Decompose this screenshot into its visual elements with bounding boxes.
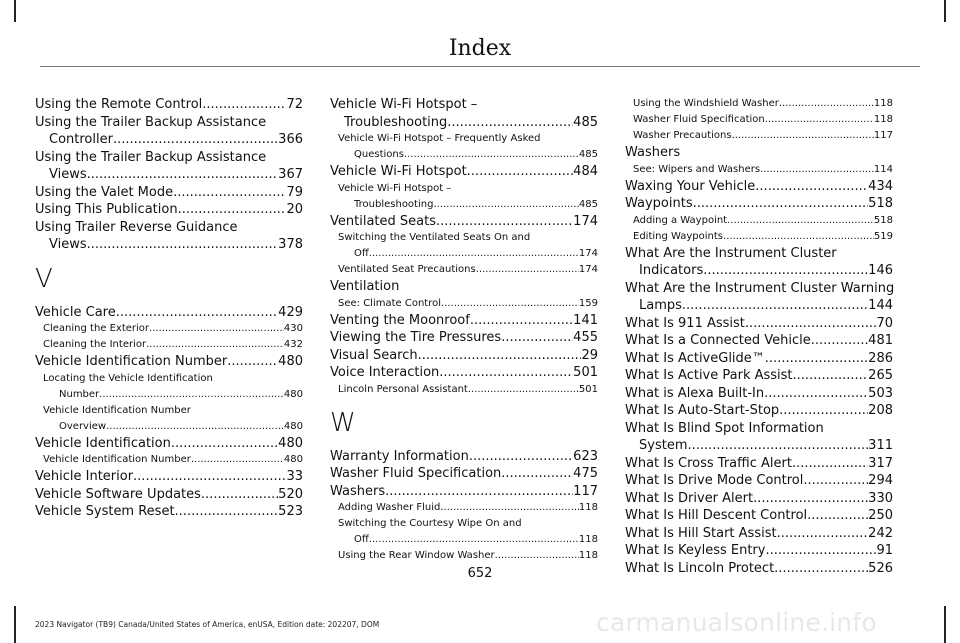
leader-dots [106,419,284,435]
leader-dots [369,532,579,548]
index-subentry[interactable] [330,382,598,398]
index-subentry[interactable] [625,162,893,178]
leader-dots [149,321,284,337]
crop-mark-top-right-v [944,0,946,22]
index-entry[interactable] [35,468,303,486]
entry-page-number: 265 [868,368,893,383]
entry-page-number: 367 [278,167,303,182]
entry-label: Adding a Waypoint [633,214,728,226]
index-entry[interactable] [330,312,598,330]
leader-dots [87,166,279,184]
entry-label: Vehicle Software Updates [35,486,201,502]
leader-dots [171,435,278,453]
index-subentry[interactable] [35,337,303,353]
entry-label: Off [354,534,369,545]
entry-label: Ventilated Seat Precautions [338,264,476,275]
index-entry[interactable] [330,347,598,365]
entry-page-number: 174 [578,248,598,259]
entry-page-number: 501 [573,365,598,380]
header-divider [40,66,920,67]
leader-dots [807,507,868,525]
index-subentry[interactable] [330,296,598,312]
index-subheading: Vehicle Identification Number [43,404,191,416]
entry-label: Using the Remote Control [35,97,203,112]
index-entry[interactable] [625,385,893,403]
entry-label: What Is Driver Alert [625,490,754,506]
entry-label: Troubleshooting [344,114,448,130]
leader-dots [765,350,868,368]
entry-page-number: 294 [868,473,893,488]
entry-label: What Is Cross Traffic Alert [625,455,792,471]
entry-page-number: 480 [278,354,303,369]
index-subentry[interactable] [330,246,598,262]
entry-page-number: 114 [873,163,893,175]
index-entry[interactable] [330,483,598,501]
index-entry[interactable] [35,96,303,114]
entry-label: Vehicle Interior [35,469,134,484]
index-subheading: Vehicle Wi-Fi Hotspot – [338,182,452,194]
leader-dots [777,525,869,543]
leader-dots [116,304,278,322]
entry-page-number: 174 [573,213,598,229]
entry-label: Cleaning the Exterior [43,323,150,334]
entry-page-number: 208 [868,403,893,418]
leader-dots [146,337,284,353]
index-entry[interactable] [330,465,598,483]
leader-dots [693,195,869,213]
crop-mark-bottom-right-v [944,606,946,643]
entry-label: Lincoln Personal Assistant [338,383,468,395]
entry-label: Voice Interaction [330,365,440,380]
leader-dots [753,490,868,508]
entry-page-number: 518 [873,214,893,226]
entry-label: What Is Auto-Start-Stop [625,403,780,418]
entry-label: What Is Drive Mode Control [625,473,804,488]
index-entry[interactable] [625,455,893,473]
index-heading: Vehicle Wi-Fi Hotspot – [330,97,478,112]
leader-dots [440,500,579,516]
entry-page-number: 118 [873,98,893,109]
entry-page-number: 146 [868,263,893,278]
index-entry[interactable] [625,437,893,455]
index-subentry[interactable] [35,321,303,337]
leader-dots [501,465,573,483]
entry-page-number: 29 [581,347,598,363]
entry-page-number: 485 [578,198,598,210]
index-entry[interactable] [330,163,598,181]
entry-label: Venting the Moonroof [330,312,470,328]
index-subentry[interactable] [625,213,893,229]
entry-page-number: 432 [283,339,303,350]
leader-dots [470,312,573,330]
index-entry[interactable] [35,166,303,184]
leader-dots [99,387,284,403]
index-subheading: Switching the Ventilated Seats On and [338,232,531,243]
leader-dots [779,402,868,420]
leader-dots [727,213,874,229]
leader-dots [113,131,278,149]
entry-label: Vehicle System Reset [35,504,175,519]
index-entry[interactable] [625,472,893,490]
entry-page-number: 475 [573,466,598,481]
index-heading: Washers [625,145,681,160]
entry-label: Editing Waypoints [633,230,724,242]
index-entry[interactable] [625,402,893,420]
index-column-2 [330,96,598,564]
leader-dots [178,201,287,219]
entry-page-number: 518 [868,196,893,211]
leader-dots [745,315,877,333]
entry-page-number: 79 [286,184,303,200]
leader-dots [765,112,874,128]
entry-label: Visual Search [330,347,418,363]
entry-label: Off [354,248,369,259]
index-heading: Ventilation [330,279,400,294]
entry-label: Using the Windshield Washer [633,98,779,109]
entry-label: What Is Lincoln Protect [625,560,775,576]
entry-label: Overview [59,420,107,432]
entry-page-number: 480 [283,454,303,465]
entry-label: Warranty Information [330,448,469,464]
index-entry[interactable] [35,503,303,521]
index-entry[interactable] [625,315,893,333]
entry-page-number: 501 [578,383,598,395]
page-title: Index [448,36,512,61]
leader-dots [175,503,279,521]
entry-page-number: 117 [573,483,598,499]
entry-page-number: 485 [578,149,598,160]
entry-label: Using the Valet Mode [35,184,174,200]
entry-page-number: 330 [868,490,893,506]
leader-dots [723,229,874,245]
entry-label: Vehicle Identification [35,435,171,451]
index-entry[interactable] [625,350,893,368]
entry-label: Using This Publication [35,202,178,217]
index-entry[interactable] [35,486,303,504]
index-entry[interactable] [35,184,303,202]
entry-page-number: 286 [868,350,893,366]
index-subentry[interactable] [330,147,598,163]
leader-dots [469,448,573,466]
index-entry[interactable] [35,435,303,453]
entry-page-number: 118 [578,534,598,545]
entry-page-number: 70 [876,315,893,331]
leader-dots [732,128,874,144]
index-entry[interactable] [35,353,303,371]
entry-page-number: 503 [868,385,893,401]
index-entry[interactable] [625,178,893,196]
entry-label: What Is ActiveGlide™ [625,350,765,366]
leader-dots [803,472,868,490]
entry-label: Vehicle Identification Number [35,354,228,369]
entry-label: What Is Hill Start Assist [625,525,777,541]
entry-page-number: 481 [868,333,893,348]
index-heading: Using Trailer Reverse Guidance [35,219,238,235]
index-entry[interactable] [330,329,598,347]
leader-dots [369,246,579,262]
leader-dots [439,364,573,382]
entry-label: What Is a Connected Vehicle [625,333,811,348]
entry-label: Viewing the Tire Pressures [330,330,502,345]
leader-dots [433,197,578,213]
watermark: carmanualsonline.info [596,608,877,637]
entry-page-number: 118 [873,114,893,125]
entry-page-number: 378 [278,237,303,252]
entry-label: Questions [354,149,404,160]
index-subentry[interactable] [330,500,598,516]
index-subheading: Switching the Courtesy Wipe On and [338,518,522,529]
entry-page-number: 485 [573,114,598,130]
entry-page-number: 429 [278,304,303,320]
entry-page-number: 141 [573,312,598,328]
entry-page-number: 484 [573,164,598,179]
page-number: 652 [467,566,493,581]
crop-mark-top-left-v [14,0,16,22]
index-entry[interactable] [625,525,893,543]
entry-page-number: 159 [578,297,598,309]
entry-page-number: 174 [578,264,598,275]
index-entry[interactable] [625,490,893,508]
section-letter: V [35,263,53,294]
index-entry[interactable] [35,236,303,254]
entry-label: Vehicle Wi-Fi Hotspot [330,164,467,179]
index-column-1 [35,96,303,521]
entry-page-number: 623 [573,448,598,464]
entry-label: Using the Rear Window Washer [338,550,495,561]
entry-label: Views [49,237,87,252]
entry-page-number: 480 [283,420,303,432]
entry-page-number: 242 [868,525,893,541]
index-subentry[interactable] [35,452,303,468]
section-letter: W [330,407,356,438]
entry-label: Washer Fluid Specification [330,466,502,481]
leader-dots [682,297,868,315]
entry-label: Troubleshooting [354,198,434,210]
leader-dots [441,296,579,312]
entry-label: Vehicle Identification Number [43,454,191,465]
leader-dots [467,163,574,181]
index-heading: Using the Trailer Backup Assistance [35,149,267,165]
entry-page-number: 523 [278,504,303,519]
entry-page-number: 118 [578,550,598,561]
index-entry[interactable] [625,542,893,560]
entry-page-number: 519 [873,230,893,242]
index-entry[interactable] [35,131,303,149]
entry-label: Controller [49,132,113,147]
index-subentry[interactable] [625,128,893,144]
leader-dots [227,353,278,371]
index-entry[interactable] [625,367,893,385]
entry-label: System [639,438,688,453]
index-entry[interactable] [625,507,893,525]
leader-dots [202,96,286,114]
index-subheading: Locating the Vehicle Identification [43,372,213,384]
leader-dots [495,548,579,564]
entry-page-number: 20 [286,202,303,217]
leader-dots [501,329,573,347]
entry-label: Cleaning the Interior [43,339,147,350]
entry-label: Adding Washer Fluid [338,502,441,513]
leader-dots [191,452,284,468]
index-subheading: Vehicle Wi-Fi Hotspot – Frequently Asked [338,133,541,144]
index-entry[interactable] [625,262,893,280]
entry-label: What Is Hill Descent Control [625,508,808,523]
entry-label: Washer Fluid Specification [633,114,765,125]
leader-dots [404,147,579,163]
entry-page-number: 72 [286,97,303,112]
leader-dots [385,483,573,501]
index-entry[interactable] [330,213,598,231]
leader-dots [765,542,876,560]
entry-label: Washers [330,483,386,499]
entry-label: See: Climate Control [338,297,442,309]
leader-dots [201,486,278,504]
index-subentry[interactable] [35,419,303,435]
leader-dots [703,262,868,280]
leader-dots [793,367,869,385]
index-entry[interactable] [35,304,303,322]
entry-label: Views [49,167,87,182]
entry-page-number: 250 [868,508,893,523]
leader-dots [447,114,573,132]
entry-page-number: 455 [573,330,598,345]
entry-page-number: 311 [868,438,893,453]
leader-dots [687,437,868,455]
leader-dots [173,184,286,202]
index-subentry[interactable] [625,96,893,112]
entry-page-number: 526 [868,560,893,576]
entry-page-number: 117 [873,130,893,141]
leader-dots [476,262,579,278]
leader-dots [436,213,573,231]
entry-page-number: 91 [876,543,893,558]
entry-page-number: 480 [283,388,303,400]
leader-dots [764,385,868,403]
leader-dots [755,178,868,196]
leader-dots [468,382,579,398]
crop-mark-bottom-left-v [14,606,16,643]
entry-label: What Is Keyless Entry [625,543,766,558]
index-subentry[interactable] [35,387,303,403]
index-heading: Using the Trailer Backup Assistance [35,114,267,130]
index-entry[interactable] [625,297,893,315]
index-entry[interactable] [330,114,598,132]
entry-label: Lamps [639,298,682,313]
entry-label: What Is 911 Assist [625,315,745,331]
leader-dots [760,162,874,178]
entry-page-number: 118 [578,502,598,513]
entry-page-number: 480 [278,435,303,451]
entry-page-number: 430 [283,323,303,334]
entry-page-number: 520 [278,486,303,502]
index-column-3 [625,96,893,577]
leader-dots [792,455,868,473]
entry-page-number: 317 [868,455,893,471]
index-subentry[interactable] [330,532,598,548]
index-subentry[interactable] [625,112,893,128]
entry-page-number: 434 [868,178,893,194]
index-entry[interactable] [625,195,893,213]
leader-dots [133,468,286,486]
index-subentry[interactable] [330,262,598,278]
index-heading: What Are the Instrument Cluster [625,245,837,261]
entry-label: Waypoints [625,196,693,211]
leader-dots [779,96,874,112]
entry-label: Washer Precautions [633,130,732,141]
entry-label: Number [59,388,100,400]
document-info: 2023 Navigator (TB9) Canada/United States of America, enUSA, Edition date: 202207, DOM [35,620,380,629]
entry-label: Indicators [639,263,704,278]
entry-page-number: 144 [868,298,893,313]
index-subentry[interactable] [625,229,893,245]
index-entry[interactable] [330,448,598,466]
entry-page-number: 33 [286,469,303,484]
index-subentry[interactable] [330,548,598,564]
entry-label: See: Wipers and Washers [633,163,761,175]
leader-dots [811,332,868,350]
entry-label: What Is Active Park Assist [625,368,793,383]
index-entry[interactable] [330,364,598,382]
entry-label: What is Alexa Built-In [625,385,765,401]
index-entry[interactable] [625,332,893,350]
entry-page-number: 366 [278,132,303,147]
leader-dots [418,347,582,365]
index-heading: What Are the Instrument Cluster Warning [625,280,895,296]
index-entry[interactable] [35,201,303,219]
entry-label: Ventilated Seats [330,213,436,229]
leader-dots [87,236,279,254]
entry-label: Vehicle Care [35,304,116,320]
entry-label: Waxing Your Vehicle [625,178,756,194]
index-subentry[interactable] [330,197,598,213]
index-heading: What Is Blind Spot Information [625,420,824,436]
